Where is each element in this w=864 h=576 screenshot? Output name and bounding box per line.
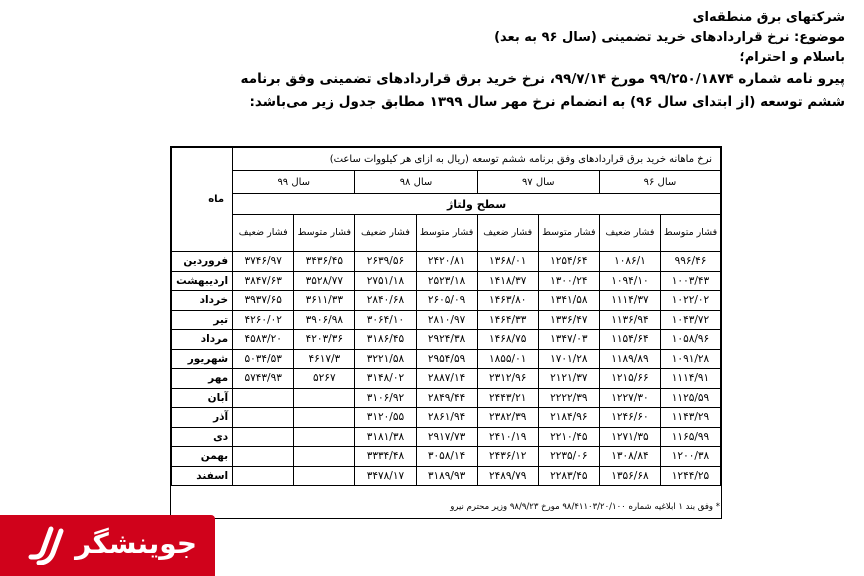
footnote: * وفق بند ۱ ابلاغیه شماره ۹۸/۴۱۱۰۳/۲۰/۱۰۰ مورخ ۹۸/۹/۲۳ وزیر محترم نیرو xyxy=(450,502,720,512)
rate-cell xyxy=(233,466,294,486)
rates-table xyxy=(171,147,721,486)
company-title: شرکتهای برق منطقه‌ای xyxy=(692,10,845,25)
pressure-medium-header: فشار متوسط xyxy=(538,215,599,252)
month-label: خرداد xyxy=(172,291,233,311)
rate-cell: ۱۱۱۴/۹۱ xyxy=(661,369,721,389)
rate-cell: ۱۳۳۶/۴۷ xyxy=(538,310,599,330)
rate-cell: ۲۸۸۷/۱۴ xyxy=(416,369,477,389)
logo-text: جوینشگر xyxy=(75,527,197,560)
rate-cell xyxy=(233,427,294,447)
rate-cell: ۲۴۱۰/۱۹ xyxy=(477,427,538,447)
pressure-medium-header: فشار متوسط xyxy=(661,215,721,252)
month-label: مرداد xyxy=(172,330,233,350)
rate-cell: ۱۰۵۸/۹۶ xyxy=(661,330,721,350)
rate-cell xyxy=(294,427,355,447)
rate-cell: ۱۱۸۹/۸۹ xyxy=(599,349,660,369)
rate-cell: ۳۱۲۰/۵۵ xyxy=(355,408,416,428)
rate-cell: ۳۸۴۷/۶۳ xyxy=(233,271,294,291)
brand-logo xyxy=(0,515,215,576)
rate-cell: ۵۰۳۴/۵۳ xyxy=(233,349,294,369)
table-row xyxy=(172,330,721,350)
rate-cell: ۲۴۸۹/۷۹ xyxy=(477,466,538,486)
rate-cell: ۱۴۶۸/۷۵ xyxy=(477,330,538,350)
rate-cell: ۴۲۶۰/۰۲ xyxy=(233,310,294,330)
body-paragraph-2: ششم توسعه (از ابتدای سال ۹۶) به انضمام نرخ مهر سال ۱۳۹۹ مطابق جدول زیر می‌باشد: xyxy=(249,94,845,110)
rate-cell: ۹۹۶/۴۶ xyxy=(661,252,721,272)
rate-cell: ۳۷۴۶/۹۷ xyxy=(233,252,294,272)
rate-cell: ۳۱۸۹/۹۳ xyxy=(416,466,477,486)
rate-cell: ۵۲۶۷ xyxy=(294,369,355,389)
rate-cell: ۳۰۶۴/۱۰ xyxy=(355,310,416,330)
rate-cell: ۳۴۳۶/۴۵ xyxy=(294,252,355,272)
pressure-weak-header: فشار ضعیف xyxy=(477,215,538,252)
rate-cell: ۲۸۱۰/۹۷ xyxy=(416,310,477,330)
greeting-line: باسلام و احترام؛ xyxy=(739,50,845,65)
table-row xyxy=(172,447,721,467)
rate-cell xyxy=(233,388,294,408)
month-header: ماه xyxy=(172,148,233,252)
rates-table-frame xyxy=(170,146,722,519)
table-row xyxy=(172,369,721,389)
rate-cell: ۳۶۱۱/۳۳ xyxy=(294,291,355,311)
rate-cell: ۲۴۳۶/۱۲ xyxy=(477,447,538,467)
table-caption: نرخ ماهانه خرید برق قراردادهای وفق برنامه ششم توسعه (ریال به ازای هر کیلووات ساعت) xyxy=(233,148,721,171)
month-label: فروردین xyxy=(172,252,233,272)
rate-cell: ۱۲۱۵/۶۶ xyxy=(599,369,660,389)
rate-cell: ۱۳۵۶/۶۸ xyxy=(599,466,660,486)
table-row xyxy=(172,408,721,428)
rate-cell: ۲۸۴۹/۴۴ xyxy=(416,388,477,408)
rate-cell: ۱۰۸۶/۱ xyxy=(599,252,660,272)
rate-cell: ۲۳۱۲/۹۶ xyxy=(477,369,538,389)
rate-cell: ۱۰۹۴/۱۰ xyxy=(599,271,660,291)
rate-cell: ۳۳۳۴/۴۸ xyxy=(355,447,416,467)
rate-cell: ۳۹۰۶/۹۸ xyxy=(294,310,355,330)
letter xyxy=(150,8,845,114)
table-row xyxy=(172,466,721,486)
rate-cell: ۱۳۶۸/۰۱ xyxy=(477,252,538,272)
rate-cell: ۱۲۴۶/۶۰ xyxy=(599,408,660,428)
rate-cell: ۱۳۴۷/۰۳ xyxy=(538,330,599,350)
month-label: شهریور xyxy=(172,349,233,369)
voltage-level-header: سطح ولتاژ xyxy=(233,194,721,215)
table-row xyxy=(172,310,721,330)
rate-cell: ۳۵۲۸/۷۷ xyxy=(294,271,355,291)
rate-cell: ۲۹۱۷/۷۳ xyxy=(416,427,477,447)
rate-cell: ۱۰۴۳/۷۲ xyxy=(661,310,721,330)
rate-cell: ۲۴۴۳/۲۱ xyxy=(477,388,538,408)
rate-cell: ۱۴۶۳/۸۰ xyxy=(477,291,538,311)
rate-cell xyxy=(294,466,355,486)
rate-cell: ۱۳۴۱/۵۸ xyxy=(538,291,599,311)
year-96-header: سال ۹۶ xyxy=(599,171,720,194)
rate-cell: ۲۴۲۰/۸۱ xyxy=(416,252,477,272)
month-label: اردیبهشت xyxy=(172,271,233,291)
rate-cell: ۲۲۱۰/۴۵ xyxy=(538,427,599,447)
pressure-weak-header: فشار ضعیف xyxy=(599,215,660,252)
rate-cell: ۱۲۲۷/۳۰ xyxy=(599,388,660,408)
rate-cell: ۱۳۰۰/۲۴ xyxy=(538,271,599,291)
rate-cell: ۳۱۰۶/۹۲ xyxy=(355,388,416,408)
logo-mark-icon xyxy=(21,525,65,565)
pressure-medium-header: فشار متوسط xyxy=(294,215,355,252)
table-row xyxy=(172,252,721,272)
month-label: دی xyxy=(172,427,233,447)
table-row xyxy=(172,427,721,447)
pressure-weak-header: فشار ضعیف xyxy=(355,215,416,252)
subject-line: موضوع: نرخ قراردادهای خرید تضمینی (سال ۹۶ به بعد) xyxy=(494,30,845,45)
rate-cell: ۱۱۲۵/۵۹ xyxy=(661,388,721,408)
rate-cell: ۲۶۰۵/۰۹ xyxy=(416,291,477,311)
rate-cell: ۱۳۰۸/۸۴ xyxy=(599,447,660,467)
month-label: اسفند xyxy=(172,466,233,486)
rate-cell: ۲۲۸۳/۴۵ xyxy=(538,466,599,486)
rate-cell: ۲۱۸۴/۹۶ xyxy=(538,408,599,428)
rate-cell: ۱۰۰۳/۴۳ xyxy=(661,271,721,291)
rate-cell: ۴۲۰۳/۳۶ xyxy=(294,330,355,350)
year-98-header: سال ۹۸ xyxy=(355,171,477,194)
rate-cell: ۱۱۴۳/۲۹ xyxy=(661,408,721,428)
pressure-medium-header: فشار متوسط xyxy=(416,215,477,252)
year-99-header: سال ۹۹ xyxy=(233,171,355,194)
rate-cell: ۳۱۸۱/۳۸ xyxy=(355,427,416,447)
rate-cell xyxy=(233,408,294,428)
rate-cell: ۲۹۵۴/۵۹ xyxy=(416,349,477,369)
rate-cell: ۱۱۵۴/۶۴ xyxy=(599,330,660,350)
rate-cell: ۱۲۷۱/۳۵ xyxy=(599,427,660,447)
table-row xyxy=(172,291,721,311)
rate-cell xyxy=(294,447,355,467)
month-label: آبان xyxy=(172,388,233,408)
rate-cell: ۲۳۸۲/۳۹ xyxy=(477,408,538,428)
month-label: آذر xyxy=(172,408,233,428)
rate-cell: ۱۴۱۸/۳۷ xyxy=(477,271,538,291)
rate-cell: ۲۸۶۱/۹۴ xyxy=(416,408,477,428)
rate-cell: ۲۵۲۳/۱۸ xyxy=(416,271,477,291)
pressure-weak-header: فشار ضعیف xyxy=(233,215,294,252)
rate-cell: ۱۲۰۰/۳۸ xyxy=(661,447,721,467)
rate-cell xyxy=(294,388,355,408)
rate-cell: ۲۲۳۵/۰۶ xyxy=(538,447,599,467)
table-row xyxy=(172,271,721,291)
rate-cell: ۳۹۳۷/۶۵ xyxy=(233,291,294,311)
rate-cell: ۳۱۸۶/۴۵ xyxy=(355,330,416,350)
table-row xyxy=(172,388,721,408)
rate-cell: ۲۸۴۰/۶۸ xyxy=(355,291,416,311)
rate-cell: ۱۲۴۴/۲۵ xyxy=(661,466,721,486)
rate-cell: ۴۵۸۳/۲۰ xyxy=(233,330,294,350)
rate-cell xyxy=(294,408,355,428)
rate-cell: ۱۱۱۴/۳۷ xyxy=(599,291,660,311)
rate-cell: ۲۱۲۱/۳۷ xyxy=(538,369,599,389)
rate-cell: ۱۲۵۴/۶۴ xyxy=(538,252,599,272)
rate-cell: ۴۶۱۷/۳ xyxy=(294,349,355,369)
rate-cell: ۵۷۴۳/۹۳ xyxy=(233,369,294,389)
rate-cell: ۳۲۲۱/۵۸ xyxy=(355,349,416,369)
rate-cell: ۱۸۵۵/۰۱ xyxy=(477,349,538,369)
rate-cell: ۳۱۴۸/۰۲ xyxy=(355,369,416,389)
rate-cell: ۱۴۶۴/۳۳ xyxy=(477,310,538,330)
rate-cell: ۲۲۲۲/۳۹ xyxy=(538,388,599,408)
rate-cell: ۲۹۲۴/۳۸ xyxy=(416,330,477,350)
rate-cell: ۱۱۳۶/۹۴ xyxy=(599,310,660,330)
rate-cell: ۳۴۷۸/۱۷ xyxy=(355,466,416,486)
body-paragraph-1: پیرو نامه شماره ۹۹/۲۵۰/۱۸۷۴ مورخ ۹۹/۷/۱۴، نرخ خرید برق قراردادهای تضمینی وفق برنامه xyxy=(240,71,845,87)
rate-cell: ۱۰۹۱/۲۸ xyxy=(661,349,721,369)
rate-cell xyxy=(233,447,294,467)
table-row xyxy=(172,349,721,369)
month-label: بهمن xyxy=(172,447,233,467)
rate-cell: ۳۰۵۸/۱۴ xyxy=(416,447,477,467)
rate-cell: ۱۰۲۲/۰۲ xyxy=(661,291,721,311)
month-label: مهر xyxy=(172,369,233,389)
rate-cell: ۲۷۵۱/۱۸ xyxy=(355,271,416,291)
month-label: تیر xyxy=(172,310,233,330)
rate-cell: ۱۱۶۵/۹۹ xyxy=(661,427,721,447)
year-97-header: سال ۹۷ xyxy=(477,171,599,194)
rate-cell: ۱۷۰۱/۲۸ xyxy=(538,349,599,369)
rate-cell: ۲۶۳۹/۵۶ xyxy=(355,252,416,272)
